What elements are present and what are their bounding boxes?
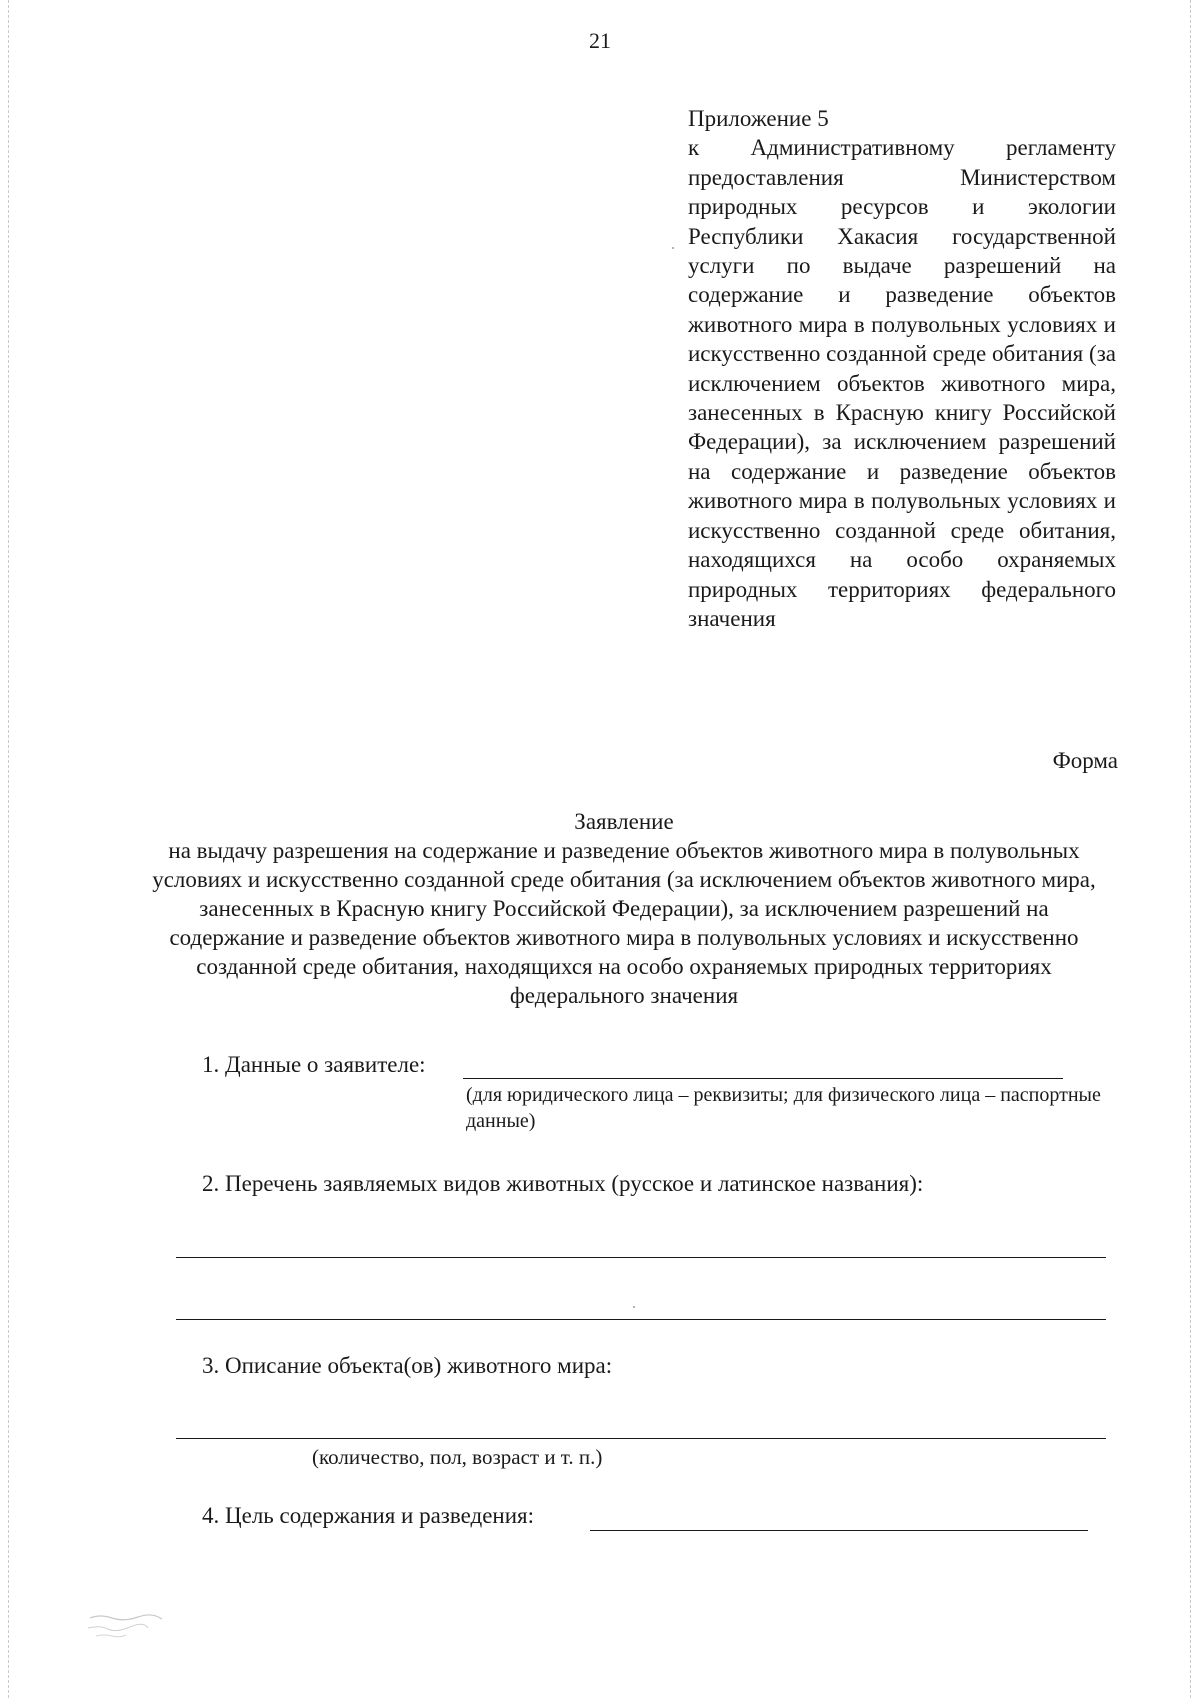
species-label: 2. Перечень заявляемых видов животных (русское и латинское названия): — [202, 1171, 924, 1196]
scan-speck — [672, 247, 674, 249]
description-field-line[interactable] — [176, 1438, 1106, 1439]
application-title: Заявление — [574, 809, 674, 834]
scan-speck — [633, 1306, 635, 1308]
description-label: 3. Описание объекта(ов) животного мира: — [202, 1353, 613, 1378]
applicant-label: 1. Данные о заявителе: — [202, 1052, 426, 1077]
application-heading — [150, 807, 1098, 1010]
scan-edge-right — [1190, 0, 1191, 1698]
annex-text: к Административному регламенту предоставления Министерством природных ресурсов и экологии Республики Хакасия государственной услуги по выдаче разрешений на содержание и разведение объектов животного мира в полувольных условиях и искусственно созданной среде обитания (за исключением объектов животного мира, занесенных в Красную книгу Российской Федерации), за исключением разрешений на содержание и разведение объектов животного мира в полувольных условиях и искусственно созданной среде обитания, находящихся на особо охраняемых природных территориях федерального значения — [688, 135, 1116, 631]
annex-title: Приложение 5 — [688, 106, 829, 131]
purpose-label: 4. Цель содержания и разведения: — [202, 1503, 535, 1528]
applicant-field-line[interactable] — [463, 1078, 1063, 1079]
annex-block — [688, 104, 1116, 633]
application-subtitle: на выдачу разрешения на содержание и разведение объектов животного мира в полувольных условиях и искусственно созданной среде обитания (за исключением объектов животного мира, занесенных в Красную книгу Российской Федерации), за исключением разрешений на содержание и разведение объектов животного мира в полувольных условиях и искусственно созданной среде обитания, находящихся на особо охраняемых природных территориях федерального значения — [152, 838, 1096, 1008]
scan-edge-left — [8, 0, 9, 1698]
description-note: (количество, пол, возраст и т. п.) — [312, 1445, 603, 1469]
faint-stamp-mark — [86, 1610, 196, 1640]
species-field-line-2[interactable] — [176, 1319, 1106, 1320]
page-number: 21 — [589, 28, 611, 53]
form-label: Форма — [1052, 748, 1118, 773]
species-field-line-1[interactable] — [176, 1257, 1106, 1258]
applicant-note: (для юридического лица – реквизиты; для физического лица – паспортные данные) — [466, 1084, 1101, 1132]
purpose-field-line[interactable] — [590, 1530, 1088, 1531]
